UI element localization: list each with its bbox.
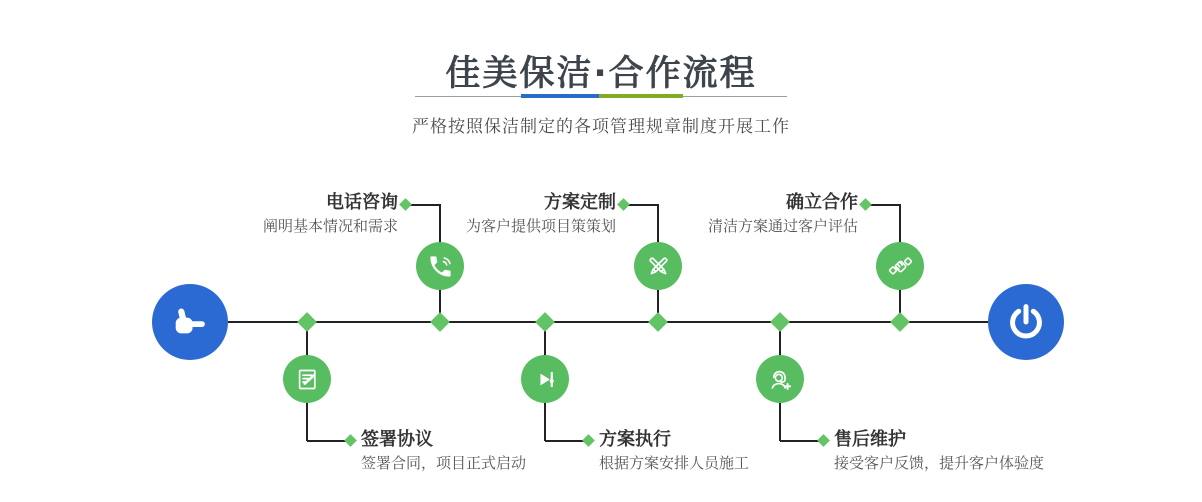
power-icon bbox=[1003, 299, 1049, 345]
label-diamond bbox=[344, 434, 357, 447]
connector-line bbox=[545, 440, 585, 442]
label-diamond bbox=[859, 198, 872, 211]
step-desc: 为客户提供项目策策划 bbox=[465, 217, 616, 235]
step-desc: 清洁方案通过客户评估 bbox=[707, 217, 858, 235]
step-title: 确立合作 bbox=[786, 192, 858, 213]
step-label bbox=[599, 429, 749, 474]
phone-icon bbox=[416, 242, 464, 290]
title-divider bbox=[415, 96, 787, 97]
step-label bbox=[263, 192, 398, 237]
step-label bbox=[466, 192, 616, 237]
connector-line bbox=[628, 204, 659, 206]
divider-blue-segment bbox=[521, 94, 599, 98]
timeline-node-diamond bbox=[648, 312, 668, 332]
handshake-icon bbox=[876, 242, 924, 290]
step-title: 电话咨询 bbox=[326, 192, 398, 213]
step-title: 方案执行 bbox=[599, 429, 671, 450]
timeline-node-diamond bbox=[535, 312, 555, 332]
step-label bbox=[361, 429, 526, 474]
contract-pen-icon bbox=[283, 355, 331, 403]
timeline-end-node bbox=[988, 284, 1064, 360]
headset-support-icon bbox=[756, 355, 804, 403]
page-subtitle: 严格按照保洁制定的各项管理规章制度开展工作 bbox=[412, 117, 790, 137]
timeline-node-diamond bbox=[770, 312, 790, 332]
step-title: 签署协议 bbox=[361, 429, 433, 450]
step-desc: 根据方案安排人员施工 bbox=[599, 454, 750, 472]
step-desc: 签署合同，项目正式启动 bbox=[361, 454, 527, 472]
step-title: 售后维护 bbox=[834, 429, 906, 450]
connector-line bbox=[870, 204, 901, 206]
timeline-node-diamond bbox=[890, 312, 910, 332]
connector-line bbox=[307, 440, 347, 442]
connector-line bbox=[780, 440, 820, 442]
label-diamond bbox=[617, 198, 630, 211]
label-diamond bbox=[399, 198, 412, 211]
timeline-node-diamond bbox=[430, 312, 450, 332]
step-title: 方案定制 bbox=[544, 192, 616, 213]
divider-green-segment bbox=[599, 94, 683, 98]
timeline-main-line bbox=[228, 321, 988, 323]
step-desc: 接受客户反馈，提升客户体验度 bbox=[834, 454, 1045, 472]
pointer-hand-icon bbox=[168, 300, 212, 344]
design-pencils-icon bbox=[634, 242, 682, 290]
label-diamond bbox=[582, 434, 595, 447]
timeline-start-node bbox=[152, 284, 228, 360]
step-label bbox=[708, 192, 858, 237]
play-next-icon bbox=[521, 355, 569, 403]
timeline-node-diamond bbox=[297, 312, 317, 332]
step-label bbox=[834, 429, 1044, 474]
connector-line bbox=[410, 204, 441, 206]
page-title: 佳美保洁·合作流程 bbox=[445, 54, 757, 94]
step-desc: 阐明基本情况和需求 bbox=[262, 217, 398, 235]
label-diamond bbox=[817, 434, 830, 447]
